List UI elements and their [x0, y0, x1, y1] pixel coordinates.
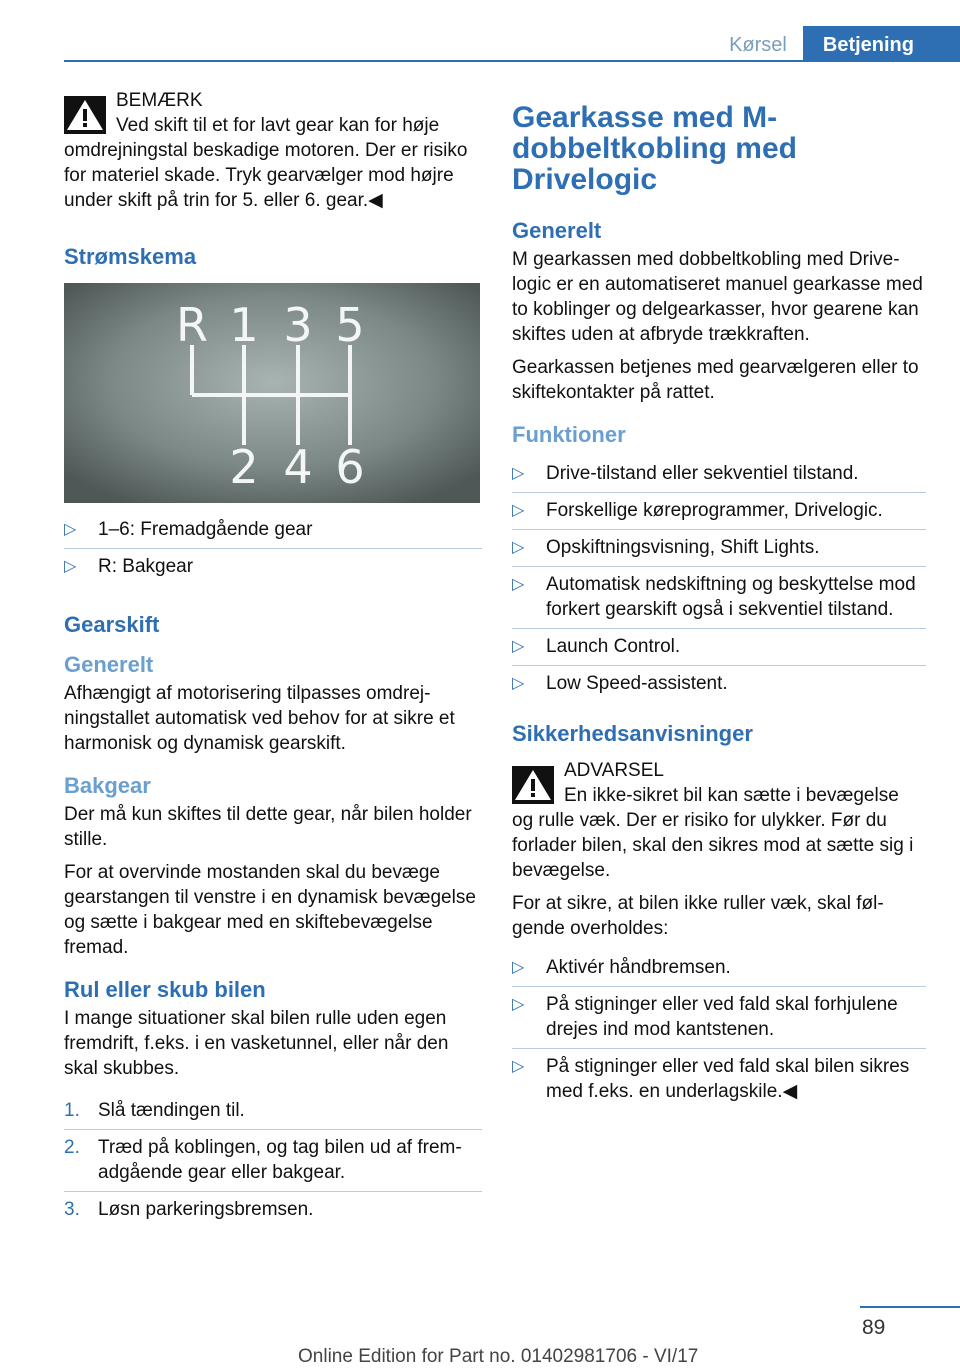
generelt-text-2: Gearkassen betjenes med gearvælgeren eller to skiftekontakter på rattet. — [512, 357, 919, 403]
notice-first-line: Ved skift til et for lavt gear kan for høje — [116, 115, 440, 136]
list-item: ▷ 1–6: Fremadgående gear — [64, 511, 482, 548]
tab-korsel[interactable]: Kørsel — [729, 34, 787, 56]
warning-first-line: En ikke-sikret bil kan sætte i bevægelse — [564, 785, 899, 806]
bakgear-text-1: Der må kun skiftes til dette gear, når bilen holder stille. — [64, 804, 472, 850]
rul-text: I mange situationer skal bilen rulle uden egen fremdrift, f.eks. i en vasketunnel, eller når den skal skubbes. — [64, 1008, 449, 1079]
warning-box — [512, 758, 926, 883]
gear-label-3: 3 — [283, 298, 313, 352]
gear-label-2: 2 — [229, 440, 259, 494]
generelt-text: Afhængigt af motorisering tilpasses omdrejningstallet automatisk ved behov for at sikre et harmonisk og dynamisk gearskift. — [64, 683, 455, 754]
page-number: 89 — [862, 1316, 886, 1339]
list-item: ▷ Aktivér håndbremsen. — [512, 949, 926, 986]
list-item: ▷ Automatisk nedskiftning og beskyttelse mod forkert gearskift også i sekventiel tilstand. — [512, 566, 926, 628]
step-text: Træd på koblingen, og tag bilen ud af fremadgående gear eller bakgear. — [98, 1137, 462, 1183]
shift-pattern-heading: Strømskema — [64, 244, 197, 269]
notice-box — [64, 88, 482, 213]
shift-legend-list — [64, 511, 482, 585]
shift-pattern-image — [64, 283, 480, 503]
funktioner-list — [512, 455, 926, 702]
list-item: ▷ Launch Control. — [512, 628, 926, 665]
list-item: ▷ Drive-tilstand eller sekventiel tilstand. — [512, 455, 926, 492]
step-text: Slå tændingen til. — [98, 1100, 245, 1121]
list-item: ▷ Forskellige køreprogrammer, Drivelogic. — [512, 492, 926, 529]
edition-footer: Online Edition for Part no. 01402981706 - VI/17 — [298, 1346, 699, 1367]
right-column — [512, 88, 926, 1110]
list-item: ▷ På stigninger eller ved fald skal forhjulene drejes ind mod kantstenen. — [512, 986, 926, 1048]
gear-label-4: 4 — [283, 440, 313, 494]
sikkerhed-heading: Sikkerhedsanvisninger — [512, 721, 753, 746]
section-title: Gearkasse med M-dobbeltkobling med Drivelogic — [512, 101, 797, 196]
gearskift-heading: Gearskift — [64, 612, 160, 637]
funktioner-heading: Funktioner — [512, 422, 626, 447]
warning-triangle-icon — [512, 766, 554, 804]
step-number: 2. — [64, 1137, 80, 1158]
warning-title: ADVARSEL — [564, 760, 664, 781]
generelt-heading: Generelt — [64, 652, 154, 677]
tab-betjening[interactable]: Betjening — [803, 26, 960, 62]
steps-list — [64, 1093, 482, 1228]
gear-label-r: R — [176, 298, 208, 352]
warning-text: og rulle væk. Der er risiko for ulykker. Før du forlader bilen, skal den sikres mod at sætte sig i bevægelse. — [512, 810, 914, 881]
gear-label-5: 5 — [335, 298, 365, 352]
footer-divider — [860, 1306, 960, 1308]
bakgear-text-2: For at overvinde mostanden skal du bevæge gearstangen til venstre i en dynamisk bevægelse og sætte i bakgear med en skiftebevægelse fremad. — [64, 862, 476, 958]
generelt-text-1: M gearkassen med dobbeltkobling med Drivelogic er en automatiseret manuel gearkasse med to koblinger og delgearkasser, hvor gearene kan skiftes uden at afbryde trækkraften. — [512, 249, 923, 345]
rul-heading: Rul eller skub bilen — [64, 977, 266, 1002]
list-item: ▷ Low Speed-assistent. — [512, 665, 926, 702]
generelt-heading: Generelt — [512, 218, 602, 243]
sikre-text: For at sikre, at bilen ikke ruller væk, skal følgende overholdes: — [512, 893, 884, 939]
header-divider — [64, 60, 960, 62]
bakgear-heading: Bakgear — [64, 773, 151, 798]
sikre-list — [512, 949, 926, 1110]
step-number: 1. — [64, 1100, 80, 1121]
gear-label-1: 1 — [229, 298, 259, 352]
list-item: ▷ På stigninger eller ved fald skal bilen sikres med f.eks. en underlagskile.◀ — [512, 1048, 926, 1110]
step-text: Løsn parkeringsbremsen. — [98, 1199, 314, 1220]
list-item — [64, 1093, 482, 1129]
page-header — [713, 26, 960, 62]
left-column — [64, 88, 482, 1228]
notice-text: omdrejningstal beskadige motoren. Der er risiko for materiel skade. Tryk gearvælger mod højre under skift på trin for 5. eller 6. gear.◀ — [64, 140, 468, 211]
list-item: ▷ R: Bakgear — [64, 548, 482, 585]
list-item: ▷ Opskiftningsvisning, Shift Lights. — [512, 529, 926, 566]
warning-triangle-icon — [64, 96, 106, 134]
list-item — [64, 1191, 482, 1228]
gear-label-6: 6 — [335, 440, 365, 494]
list-item — [64, 1129, 482, 1191]
step-number: 3. — [64, 1199, 80, 1220]
notice-title: BEMÆRK — [116, 90, 203, 111]
